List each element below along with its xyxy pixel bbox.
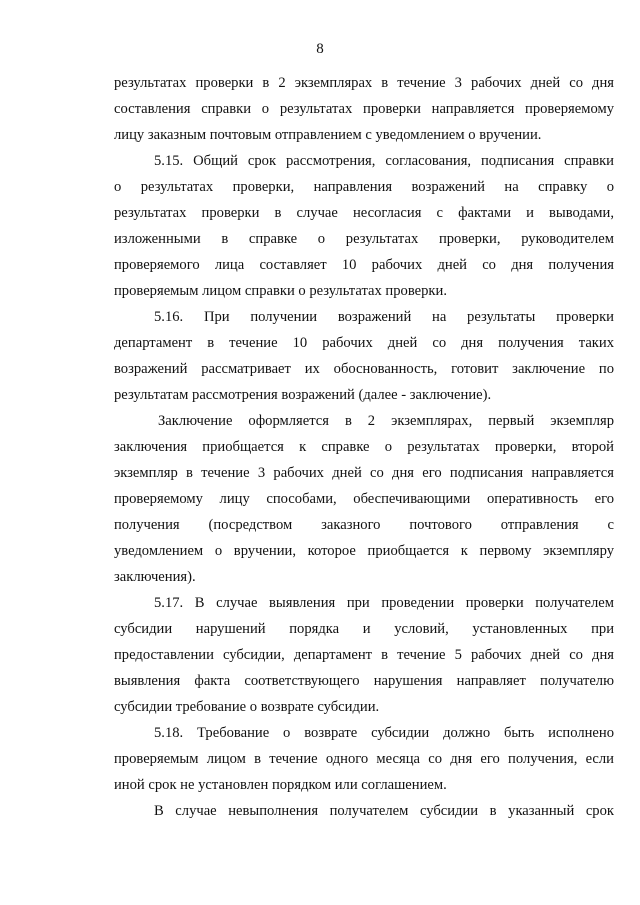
text-line: субсидии требование о возврате субсидии.	[114, 699, 380, 715]
text-line: результатам рассмотрения возражений (далее - заключение).	[114, 387, 492, 403]
text-line: проверяемого лица составляет 10 рабочих дней со дня получения	[114, 257, 614, 273]
text-line: получения (посредством заказного почтового отправления с	[114, 517, 614, 533]
text-line: результатах проверки в случае несогласия с фактами и выводами,	[114, 205, 614, 221]
page-number: 8	[316, 41, 324, 57]
text-line: В случае невыполнения получателем субсидии в указанный срок	[154, 803, 614, 819]
text-line: 5.16. При получении возражений на результаты проверки	[154, 309, 614, 325]
text-line: экземпляр в течение 3 рабочих дней со дня его подписания направляется	[114, 465, 614, 481]
text-line: результатах проверки в 2 экземплярах в течение 3 рабочих дней со дня	[114, 75, 614, 91]
text-line: 5.17. В случае выявления при проведении проверки получателем	[154, 595, 614, 611]
text-line: лицу заказным почтовым отправлением с уведомлением о вручении.	[114, 127, 542, 143]
text-line: 5.15. Общий срок рассмотрения, согласования, подписания справки	[154, 153, 614, 169]
text-line: выявления факта соответствующего нарушения направляет получателю	[114, 673, 614, 689]
text-line: 5.18. Требование о возврате субсидии должно быть исполнено	[154, 725, 614, 741]
text-line: субсидии нарушений порядка и условий, установленных при	[114, 621, 614, 637]
text-line: Заключение оформляется в 2 экземплярах, первый экземпляр	[158, 413, 614, 429]
text-line: проверяемым лицом справки о результатах проверки.	[114, 283, 447, 299]
text-line: проверяемому лицу способами, обеспечивающими оперативность его	[114, 491, 614, 507]
text-line: составления справки о результатах проверки направляется проверяемому	[114, 101, 614, 117]
text-line: о результатах проверки, направления возражений на справку о	[114, 179, 614, 195]
text-line: департамент в течение 10 рабочих дней со дня получения таких	[114, 335, 614, 351]
text-line: заключения приобщается к справке о результатах проверки, второй	[114, 439, 614, 455]
text-line: изложенными в справке о результатах проверки, руководителем	[114, 231, 614, 247]
text-line: заключения).	[114, 569, 196, 585]
text-line: уведомлением о вручении, которое приобщается к первому экземпляру	[114, 543, 614, 559]
text-line: иной срок не установлен порядком или соглашением.	[114, 777, 447, 793]
text-line: предоставлении субсидии, департамент в течение 5 рабочих дней со дня	[114, 647, 614, 663]
text-line: возражений рассматривает их обоснованность, готовит заключение по	[114, 361, 614, 377]
text-line: проверяемым лицом в течение одного месяца со дня его получения, если	[114, 751, 614, 767]
